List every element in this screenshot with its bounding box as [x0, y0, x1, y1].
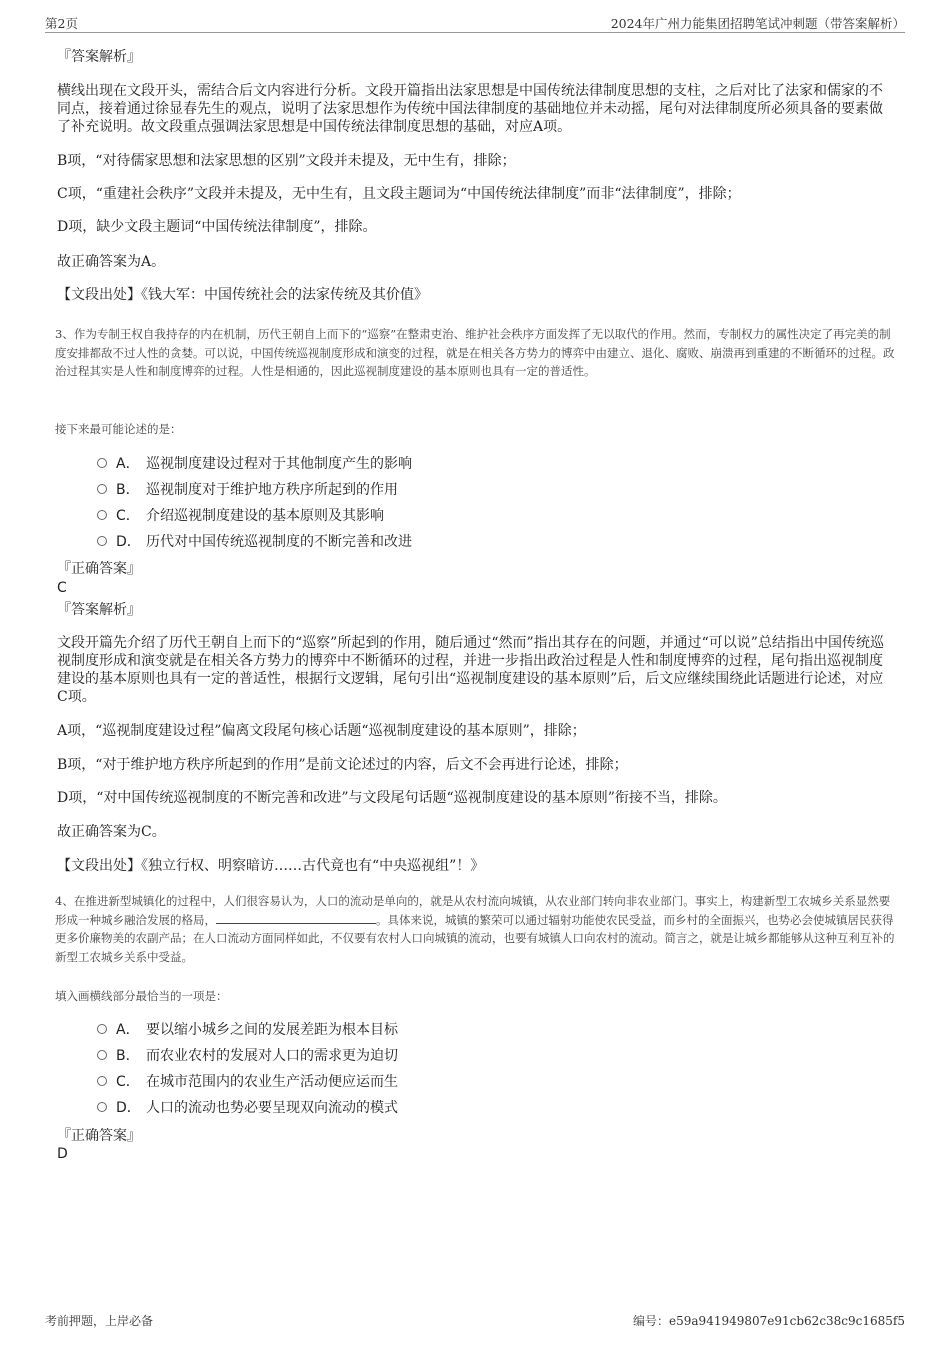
radio-icon[interactable]	[97, 1050, 107, 1060]
source-citation: 【文段出处】《钱大军：中国传统社会的法家传统及其价值》	[57, 287, 428, 303]
correct-answer: C	[57, 580, 67, 596]
radio-icon[interactable]	[97, 510, 107, 520]
analysis-label: 『答案解析』	[57, 602, 141, 618]
radio-icon[interactable]	[97, 1024, 107, 1034]
page-number: 第2页	[45, 16, 78, 31]
analysis-text: 横线出现在文段开头，需结合后文内容进行分析。文段开篇指出法家思想是中国传统法律制度思想的支柱，之后对比了法家和儒家的不同点，接着通过徐显春先生的观点，说明了法家思想作为传统中国法律制度的基础地位并未动摇，尾句对法律制度所必须具备的要素做了补充说明。故文段重点强调法家思想是中国传统法律制度思想的基础，对应A项。	[57, 83, 883, 135]
page-header	[45, 14, 905, 33]
question-4-prompt: 填入画横线部分最恰当的一项是：	[55, 989, 228, 1003]
analysis-label: 『答案解析』	[57, 49, 141, 65]
analysis-text: 文段开篇先介绍了历代王朝自上而下的“巡察”所起到的作用，随后通过“然而”指出其存在的问题，并通过“可以说”总结指出中国传统巡视制度形成和演变就是在相关各方势力的博弈中不断循环的过程，并进一步指出政治过程是人性和制度博弈的过程，尾句指出巡视制度建设的基本原则也具有一定的普适性，根据行文逻辑，尾句引出“巡视制度建设的基本原则”后，后文应继续围绕此话题进行论述，对应C项。	[57, 635, 884, 705]
question-3-option-b[interactable]: B． 巡视制度对于维护地方秩序所起到的作用	[97, 481, 398, 499]
option-d-analysis: D项，“对中国传统巡视制度的不断完善和改进”与文段尾句话题“巡视制度建设的基本原则”衔接不当，排除。	[57, 790, 727, 806]
question-4-option-b[interactable]: B． 而农业农村的发展对人口的需求更为迫切	[97, 1047, 398, 1065]
footer-slogan: 考前押题，上岸必备	[45, 1314, 154, 1328]
question-4-stem: 4、在推进新型城镇化的过程中，人们很容易认为，人口的流动是单向的，就是从农村流向城镇，从农业部门转向非农业部门。事实上，构建新型工农城乡关系显然要形成一种城乡融洽发展的格局， 。具体来说，城镇的繁荣可以通过辐射功能使农民受益，而乡村的全面振兴，也势必会使城镇居民获得更多价廉物美的农副产品；在人口流动方面同样如此，不仅要有农村人口向城镇的流动，也要有城镇人口向农村的流动。简言之，就是让城乡都能够从这种互利互补的新型工农城乡关系中受益。	[55, 894, 895, 964]
radio-icon[interactable]	[97, 484, 107, 494]
question-3-option-a[interactable]: A． 巡视制度建设过程对于其他制度产生的影响	[97, 455, 412, 473]
radio-icon[interactable]	[97, 536, 107, 546]
option-b-analysis: B项，“对待儒家思想和法家思想的区别”文段并未提及，无中生有，排除；	[57, 153, 516, 169]
option-b-analysis: B项，“对于维护地方秩序所起到的作用”是前文论述过的内容，后文不会再进行论述，排除；	[57, 757, 628, 773]
question-3-option-c[interactable]: C． 介绍巡视制度建设的基本原则及其影响	[97, 507, 384, 525]
question-3-stem: 3、作为专制王权自我持存的内在机制，历代王朝自上而下的“巡察”在整肃吏治、维护社会秩序方面发挥了无以取代的作用。然而，专制权力的属性决定了再完美的制度安排都敌不过人性的贪婪。可以说，中国传统巡视制度形成和演变的过程，就是在相关各方势力的博弈中由建立、退化、腐败、崩溃再到重建的不断循环的过程。政治过程其实是人性和制度博弈的过程。人性是相通的，因此巡视制度建设的基本原则也具有一定的普适性。	[55, 327, 895, 378]
radio-icon[interactable]	[97, 1076, 107, 1086]
question-3-prompt: 接下来最可能论述的是：	[55, 422, 182, 436]
conclusion: 故正确答案为C。	[57, 824, 166, 840]
answer-label: 『正确答案』	[57, 1128, 141, 1144]
question-4-option-c[interactable]: C． 在城市范围内的农业生产活动便应运而生	[97, 1073, 398, 1091]
correct-answer: D	[57, 1146, 68, 1162]
source-citation: 【文段出处】《独立行权、明察暗访……古代竟也有“中央巡视组”！》	[57, 858, 485, 874]
fill-blank	[216, 911, 376, 924]
option-c-analysis: C项，“重建社会秩序”文段并未提及，无中生有，且文段主题词为“中国传统法律制度”而非“法律制度”，排除；	[57, 186, 741, 202]
radio-icon[interactable]	[97, 458, 107, 468]
question-4-option-a[interactable]: A． 要以缩小城乡之间的发展差距为根本目标	[97, 1021, 398, 1039]
answer-label: 『正确答案』	[57, 561, 141, 577]
document-title: 2024年广州力能集团招聘笔试冲刺题（带答案解析）	[610, 16, 905, 31]
radio-icon[interactable]	[97, 1102, 107, 1112]
option-a-analysis: A项，“巡视制度建设过程”偏离文段尾句核心话题“巡视制度建设的基本原则”，排除；	[57, 723, 586, 739]
page-footer	[45, 1312, 905, 1330]
question-3-option-d[interactable]: D． 历代对中国传统巡视制度的不断完善和改进	[97, 533, 412, 551]
question-4-option-d[interactable]: D． 人口的流动也势必要呈现双向流动的模式	[97, 1099, 398, 1117]
option-d-analysis: D项，缺少文段主题词“中国传统法律制度”，排除。	[57, 219, 377, 235]
document-code: 编号：e59a941949807e91cb62c38c9c1685f5	[633, 1314, 905, 1328]
conclusion: 故正确答案为A。	[57, 254, 166, 270]
